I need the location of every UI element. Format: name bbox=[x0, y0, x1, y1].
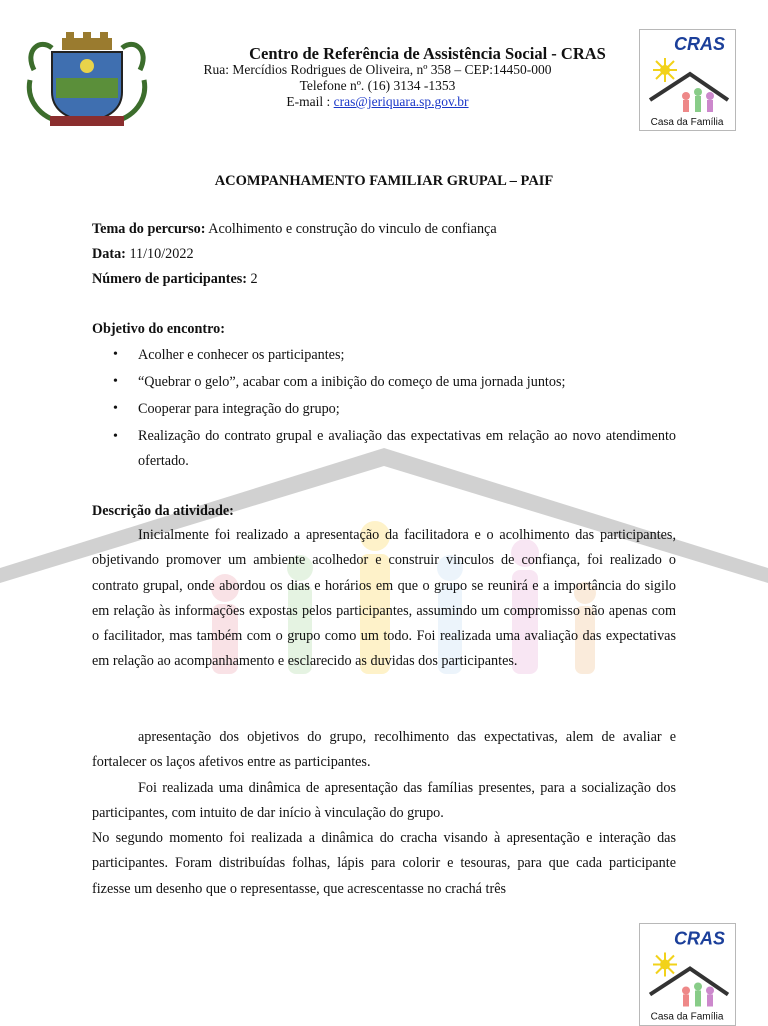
field-tema-label: Tema do percurso: bbox=[92, 221, 206, 237]
header-email-line bbox=[160, 94, 595, 110]
field-data bbox=[92, 246, 194, 263]
bullet-icon: • bbox=[113, 347, 118, 362]
logo-brand: CRAS bbox=[674, 928, 726, 949]
field-tema bbox=[92, 221, 497, 238]
paragraph-text: Foi realizada uma dinâmica de apresentação das famílias presentes, para a socialização dos participantes, com intuito de dar início à vinculação do grupo. bbox=[92, 780, 676, 822]
bullet-icon: • bbox=[113, 374, 118, 389]
header-email-label: E-mail : bbox=[286, 94, 331, 109]
objective-item: Cooperar para integração do grupo; bbox=[138, 401, 340, 417]
objective-item: “Quebrar o gelo”, acabar com a inibição do começo de uma jornada juntos; bbox=[138, 374, 566, 390]
house-family-logo-icon bbox=[640, 924, 735, 1025]
logo-brand: CRAS bbox=[674, 34, 726, 54]
paragraph-text: No segundo momento foi realizada a dinâmica do cracha visando à apresentação e interação das participantes. Foram distribuídas folhas, lápis para colorir e tesouras, para que cada participante fizesse um desenho que o representasse, que acrescentasse no crachá três bbox=[92, 830, 676, 897]
document-title: ACOMPANHAMENTO FAMILIAR GRUPAL – PAIF bbox=[214, 173, 554, 189]
bullet-icon: • bbox=[113, 429, 118, 444]
header-phone: Telefone nº. (16) 3134 -1353 bbox=[299, 78, 456, 93]
cras-logo-top bbox=[639, 29, 736, 131]
field-tema-value: Acolhimento e construção do vinculo de confiança bbox=[208, 221, 497, 237]
header-address: Rua: Mercídios Rodrigues de Oliveira, nº 358 – CEP:14450-000 bbox=[203, 62, 552, 77]
paragraph bbox=[92, 826, 676, 902]
paragraph bbox=[92, 725, 676, 776]
field-participantes-value: 2 bbox=[250, 271, 258, 287]
description-heading: Descrição da atividade: bbox=[92, 503, 234, 519]
header-email-link[interactable]: cras@jeriquara.sp.gov.br bbox=[333, 94, 469, 109]
field-data-value: 11/10/2022 bbox=[129, 246, 194, 262]
field-participantes bbox=[92, 271, 258, 288]
paragraph-text: apresentação dos objetivos do grupo, recolhimento das expectativas, alem de avaliar e fortalecer os laços afetivos entre as participantes. bbox=[92, 729, 676, 771]
paragraph bbox=[92, 776, 676, 827]
paragraph-text: Inicialmente foi realizado a apresentação da facilitadora e o acolhimento das participantes, objetivando promover um ambiente acolhedor e construir vinculos de confiança, foi realizado o contrato grupal, onde abordou os dias e horários em que o grupo se reunirá e a importância do sigilo em relação às informações expostas pelos participantes, assumindo um compromisso não apenas com o facilitador, mas também com o grupo como um todo. Foi realizada uma avaliação das expectativas em relação ao acompanhamento e esclarecido as duvidas dos participantes. bbox=[92, 527, 676, 670]
municipal-coat-of-arms-icon bbox=[22, 30, 152, 130]
header-title: Centro de Referência de Assistência Social - CRAS bbox=[249, 44, 606, 63]
objective-item: Acolher e conhecer os participantes; bbox=[138, 347, 345, 363]
field-data-label: Data: bbox=[92, 246, 126, 262]
logo-subtitle: Casa da Família bbox=[650, 1011, 724, 1023]
paragraph bbox=[92, 523, 676, 675]
objective-item: Realização do contrato grupal e avaliação das expectativas em relação ao novo atendimento ofertado. bbox=[138, 428, 676, 470]
house-family-logo-icon bbox=[640, 30, 735, 130]
field-participantes-label: Número de participantes: bbox=[92, 271, 247, 287]
logo-subtitle: Casa da Família bbox=[650, 117, 724, 128]
objective-heading: Objetivo do encontro: bbox=[92, 321, 225, 337]
cras-logo-bottom bbox=[639, 923, 736, 1026]
bullet-icon: • bbox=[113, 401, 118, 416]
